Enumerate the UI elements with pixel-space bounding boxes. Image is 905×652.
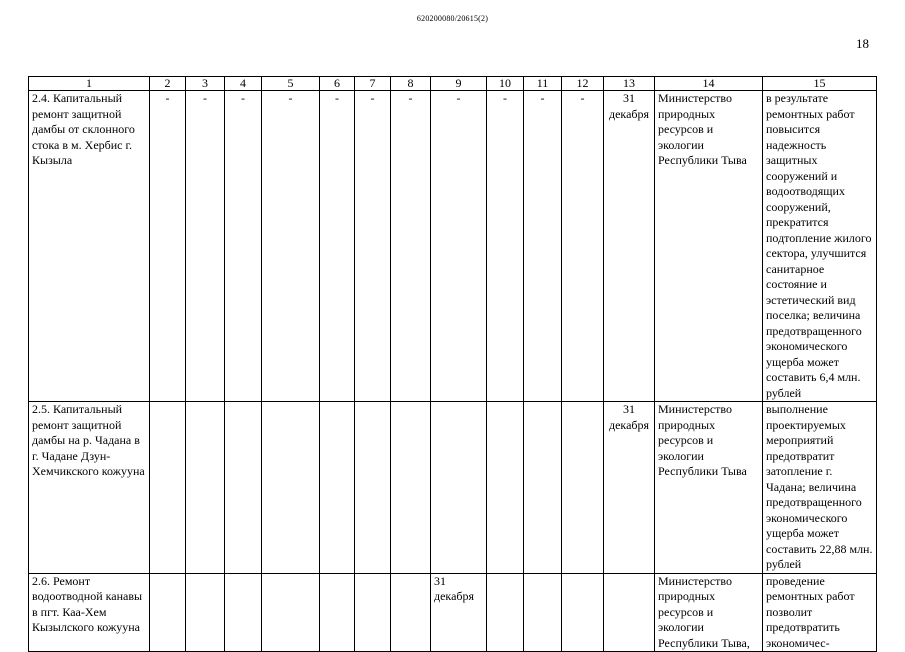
value-cell	[150, 402, 186, 574]
result-cell: в результате ремонтных работ повысится надежность защитных сооружений и водоотводящих сооружений, прекратится подтопление жилого сектора, улучшится санитарное состояние и эстетический вид поселка; величина предотвращенного экономического ущерба может составить 6,4 млн. рублей	[763, 91, 877, 402]
column-header: 5	[262, 77, 320, 91]
value-cell	[524, 402, 562, 574]
column-header: 14	[655, 77, 763, 91]
value-cell	[225, 402, 262, 574]
column-header: 13	[604, 77, 655, 91]
responsible-cell: Министерство природных ресурсов и экологии Республики Тыва	[655, 402, 763, 574]
value-cell: -	[186, 91, 225, 402]
responsible-cell: Министерство природных ресурсов и экологии Республики Тыва	[655, 91, 763, 402]
value-cell	[186, 402, 225, 574]
measure-cell: 2.6. Ремонт водоотводной канавы в пгт. Каа-Хем Кызылского кожууна	[29, 573, 150, 652]
column-header: 8	[391, 77, 431, 91]
value-cell	[431, 402, 487, 574]
column-header: 6	[320, 77, 355, 91]
value-cell: -	[431, 91, 487, 402]
value-cell: -	[487, 91, 524, 402]
value-cell	[262, 402, 320, 574]
result-cell: выполнение проектируемых мероприятий предотвратит затопление г. Чадана; величина предотвращенного экономического ущерба может составить 22,88 млн. рублей	[763, 402, 877, 574]
value-cell	[487, 402, 524, 574]
column-header: 12	[562, 77, 604, 91]
document-id: 620200080/20615(2)	[416, 14, 489, 23]
page-number: 18	[856, 36, 869, 51]
value-cell: -	[150, 91, 186, 402]
column-header: 1	[29, 77, 150, 91]
value-cell: -	[262, 91, 320, 402]
table-header-row	[29, 77, 877, 91]
column-header: 4	[225, 77, 262, 91]
column-header: 7	[355, 77, 391, 91]
deadline-cell: 31 декабря	[604, 91, 655, 402]
value-cell: -	[391, 91, 431, 402]
column-header: 10	[487, 77, 524, 91]
result-cell: проведение ремонтных работ позволит предотвратить экономичес-	[763, 573, 877, 652]
column-header: 2	[150, 77, 186, 91]
deadline-cell: 31 декабря	[431, 573, 487, 652]
value-cell: -	[524, 91, 562, 402]
measure-cell: 2.4. Капитальный ремонт защитной дамбы от склонного стока в м. Хербис г. Кызыла	[29, 91, 150, 402]
value-cell: -	[355, 91, 391, 402]
value-cell: -	[320, 91, 355, 402]
table-row	[29, 402, 877, 574]
column-header: 9	[431, 77, 487, 91]
value-cell	[355, 402, 391, 574]
deadline-cell: 31 декабря	[604, 402, 655, 574]
plan-table	[28, 76, 877, 652]
column-header: 15	[763, 77, 877, 91]
table-row	[29, 91, 877, 402]
value-cell: -	[225, 91, 262, 402]
value-cell	[391, 402, 431, 574]
responsible-cell: Министерство природных ресурсов и экологии Республики Тыва,	[655, 573, 763, 652]
column-header: 11	[524, 77, 562, 91]
value-cell	[320, 402, 355, 574]
value-cell: -	[562, 91, 604, 402]
measure-cell: 2.5. Капитальный ремонт защитной дамбы на р. Чадана в г. Чадане Дзун-Хемчикского кожууна	[29, 402, 150, 574]
value-cell	[562, 402, 604, 574]
column-header: 3	[186, 77, 225, 91]
